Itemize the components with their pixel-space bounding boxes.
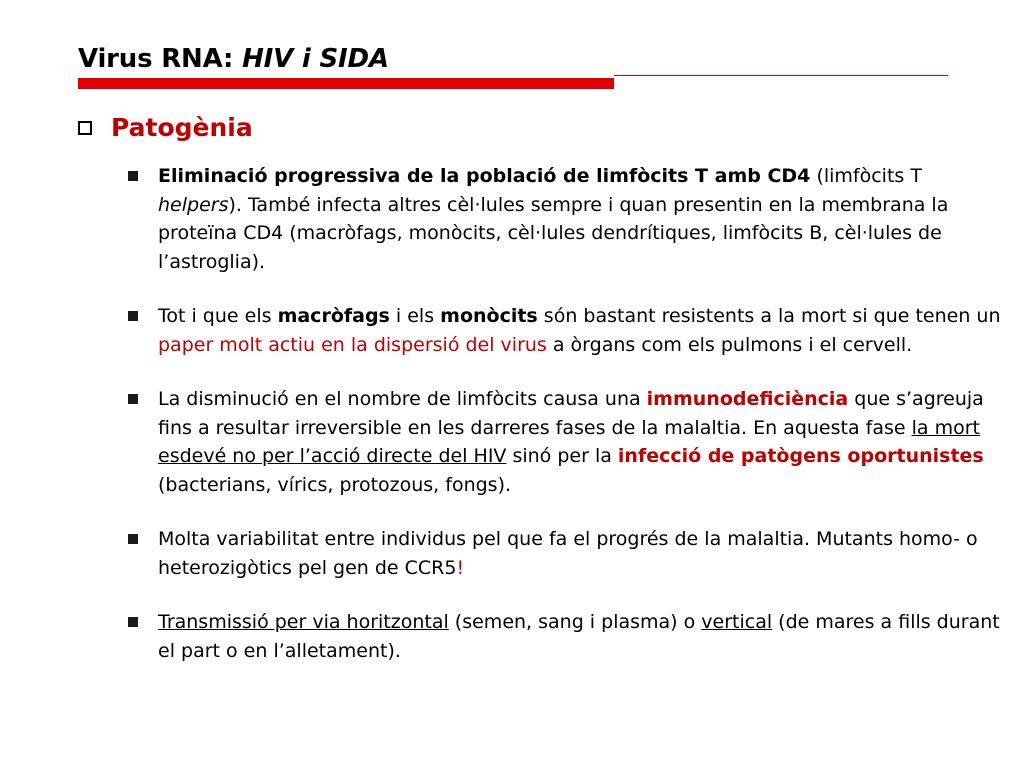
slide-title-italic: HIV i SIDA (242, 44, 389, 74)
square-bullet-icon (128, 617, 138, 627)
bullet-text: que s’agreuja fins a resultar irreversible en les darreres fases de la malaltia. En aquesta fase (158, 388, 984, 439)
slide-title-main: Virus RNA: (78, 44, 243, 74)
bullet-text-highlight: ! (456, 556, 465, 579)
bullet-text: sinó per la (506, 445, 618, 467)
bullet-list (126, 162, 1006, 691)
bullet-text-italic: helpers (158, 193, 229, 216)
square-bullet-icon (128, 171, 138, 181)
bullet-text: ). També infecta altres cèl·lules sempre i quan presentin en la membrana la proteïna CD4 (macròfags, monòcits, cèl·lules dendrítiques, limfòcits B, cèl·lules de l’astroglia). (158, 193, 949, 273)
square-bullet-icon (128, 534, 138, 544)
square-bullet-icon (128, 311, 138, 321)
bullet-item (126, 525, 1006, 582)
bullet-text-highlight: paper molt actiu en la dispersió del virus (158, 333, 547, 356)
bullet-text: (semen, sang i plasma) o (448, 611, 702, 633)
bullet-text: són bastant resistents a la mort si que tenen un (537, 305, 1001, 327)
section-heading (78, 113, 253, 142)
bullet-text: (limfòcits T (810, 165, 922, 187)
title-underline-line (614, 75, 948, 76)
section-heading-text: Patogènia (111, 113, 253, 142)
slide-title (78, 44, 389, 74)
bullet-text: (bacterians, vírics, protozous, fongs). (158, 473, 512, 496)
bullet-text-bold: Eliminació progressiva de la població de limfòcits T amb CD4 (158, 165, 811, 187)
hollow-square-bullet-icon (78, 121, 92, 135)
bullet-item (126, 302, 1006, 359)
bullet-item (126, 608, 1006, 665)
bullet-text: Tot i que els (158, 305, 278, 327)
bullet-text-bold-highlight: immunodeficiència (646, 388, 849, 410)
bullet-text-bold-highlight: infecció de patògens oportunistes (617, 445, 984, 467)
bullet-text: La disminució en el nombre de limfòcits causa una (158, 388, 647, 410)
bullet-text-underlined: la mort esdevé no per l’acció directe del HIV (158, 416, 980, 467)
bullet-text: i els (389, 305, 441, 327)
bullet-text: (de mares a fills durant el part o en l’alletament). (158, 611, 1000, 662)
bullet-text: a òrgans com els pulmons i el cervell. (546, 333, 913, 356)
square-bullet-icon (128, 394, 138, 404)
bullet-text-bold: monòcits (440, 305, 538, 327)
bullet-text-underlined: vertical (701, 611, 773, 633)
bullet-text-underlined: Transmissió per via horitzontal (158, 611, 449, 633)
bullet-item (126, 385, 1006, 499)
bullet-text: Molta variabilitat entre individus pel que fa el progrés de la malaltia. Mutants homo- o heterozigòtics pel gen de CCR5 (158, 528, 978, 579)
bullet-item (126, 162, 1006, 276)
bullet-text-bold: macròfags (277, 305, 390, 327)
title-underline-bar (78, 78, 614, 89)
